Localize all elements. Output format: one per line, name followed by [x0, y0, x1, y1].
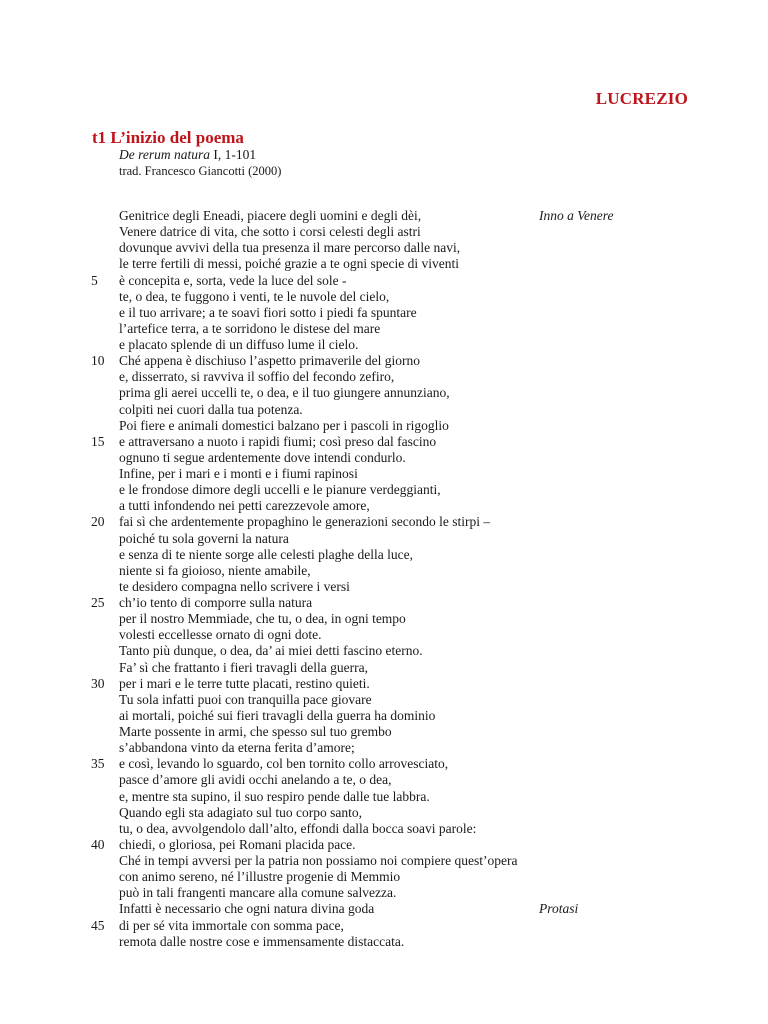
side-label-protasi: Protasi — [539, 901, 579, 917]
line-text: Infatti è necessario che ogni natura divina goda — [119, 901, 375, 917]
poem-line — [0, 643, 768, 659]
poem-line — [0, 208, 768, 224]
poem-line — [0, 595, 768, 611]
poem-line — [0, 305, 768, 321]
line-text: per il nostro Memmiade, che tu, o dea, in ogni tempo — [119, 611, 406, 627]
poem-line — [0, 547, 768, 563]
poem-line — [0, 837, 768, 853]
poem-line — [0, 240, 768, 256]
line-text: l’artefice terra, a te sorridono le distese del mare — [119, 320, 381, 336]
side-label-inno: Inno a Venere — [539, 208, 614, 223]
poem-line — [0, 805, 768, 821]
poem-line — [0, 756, 768, 772]
poem-line — [0, 869, 768, 885]
poem-line — [0, 885, 768, 901]
poem-line — [0, 627, 768, 643]
source-reference — [119, 147, 256, 163]
line-text: ai mortali, poiché sui fieri travagli della guerra ha dominio — [119, 707, 436, 723]
line-text: fai sì che ardentemente propaghino le generazioni secondo le stirpi – — [119, 514, 491, 530]
line-text: le terre fertili di messi, poiché grazie a te ogni specie di viventi — [119, 256, 459, 272]
poem-line — [0, 353, 768, 369]
poem-line — [0, 901, 768, 917]
poem-line — [0, 385, 768, 401]
poem-line — [0, 531, 768, 547]
poem-line — [0, 418, 768, 434]
poem-line — [0, 224, 768, 240]
poem-line — [0, 256, 768, 272]
poem-body — [0, 208, 768, 950]
line-text: Tanto più dunque, o dea, da’ ai miei detti fascino eterno. — [119, 643, 423, 659]
poem-line — [0, 918, 768, 934]
section-title: t1 L’inizio del poema — [92, 128, 244, 147]
poem-line — [0, 724, 768, 740]
poem-line — [0, 740, 768, 756]
line-text: Genitrice degli Eneadi, piacere degli uomini e degli dèi, — [119, 208, 422, 223]
line-number: 25 — [91, 595, 105, 610]
line-text: e il tuo arrivare; a te soavi fiori sotto i piedi fa spuntare — [119, 304, 417, 320]
line-text: per i mari e le terre tutte placati, restino quieti. — [119, 675, 370, 691]
line-text: e senza di te niente sorge alle celesti plaghe della luce, — [119, 546, 413, 562]
line-text: s’abbandona vinto da eterna ferita d’amore; — [119, 740, 355, 756]
translation-credit: trad. Francesco Giancotti (2000) — [119, 164, 282, 178]
poem-line — [0, 660, 768, 676]
poem-line — [0, 289, 768, 305]
line-text: può in tali frangenti mancare alla comune salvezza. — [119, 885, 397, 901]
line-text: remota dalle nostre cose e immensamente distaccata. — [119, 933, 405, 949]
line-text: con animo sereno, né l’illustre progenie di Memmio — [119, 869, 401, 885]
poem-line — [0, 273, 768, 289]
line-text: Marte possente in armi, che spesso sul tuo grembo — [119, 724, 392, 739]
line-text: Infine, per i mari e i monti e i fiumi rapinosi — [119, 466, 358, 481]
poem-line — [0, 450, 768, 466]
line-number: 35 — [91, 756, 105, 772]
poem-line — [0, 482, 768, 498]
line-text: Fa’ sì che frattanto i fieri travagli della guerra, — [119, 659, 369, 675]
poem-line — [0, 579, 768, 595]
line-text: e placato splende di un diffuso lume il cielo. — [119, 337, 359, 352]
poem-line — [0, 708, 768, 724]
line-text: te desidero compagna nello scrivere i versi — [119, 578, 350, 594]
line-text: e, disserrato, si ravviva il soffio del fecondo zefiro, — [119, 369, 395, 385]
line-text: Ché appena è dischiuso l’aspetto primaverile del giorno — [119, 353, 421, 369]
line-text: pasce d’amore gli avidi occhi anelando a te, o dea, — [119, 772, 392, 788]
poem-line — [0, 498, 768, 514]
line-text: prima gli aerei uccelli te, o dea, e il tuo giungere annunziano, — [119, 385, 450, 401]
line-text: Ché in tempi avversi per la patria non possiamo noi compiere quest’opera — [119, 853, 518, 868]
poem-line — [0, 692, 768, 708]
line-text: è concepita e, sorta, vede la luce del sole - — [119, 272, 347, 288]
author-heading: LUCREZIO — [595, 89, 688, 108]
line-text: e attraversano a nuoto i rapidi fiumi; così preso dal fascino — [119, 433, 437, 449]
line-number: 20 — [91, 514, 105, 530]
poem-line — [0, 789, 768, 805]
poem-line — [0, 337, 768, 353]
work-verses: I, 1-101 — [210, 147, 257, 162]
line-text: colpiti nei cuori dalla tua potenza. — [119, 401, 303, 417]
line-text: poiché tu sola governi la natura — [119, 530, 289, 546]
poem-line — [0, 772, 768, 788]
poem-line — [0, 611, 768, 627]
line-text: niente si fa gioioso, niente amabile, — [119, 562, 311, 578]
line-text: Poi fiere e animali domestici balzano per i pascoli in rigoglio — [119, 417, 449, 433]
line-text: volesti eccellesse ornato di ogni dote. — [119, 627, 322, 643]
line-number: 5 — [91, 272, 98, 288]
line-number: 40 — [91, 836, 105, 852]
line-text: te, o dea, te fuggono i venti, te le nuvole del cielo, — [119, 288, 390, 304]
line-number: 10 — [91, 353, 105, 369]
line-text: ch’io tento di comporre sulla natura — [119, 595, 313, 610]
poem-line — [0, 853, 768, 869]
poem-line — [0, 676, 768, 692]
line-number: 15 — [91, 433, 105, 449]
line-text: dovunque avvivi della tua presenza il mare percorso dalle navi, — [119, 240, 461, 256]
poem-line — [0, 369, 768, 385]
poem-line — [0, 466, 768, 482]
line-text: chiedi, o gloriosa, pei Romani placida pace. — [119, 836, 356, 852]
line-text: e così, levando lo sguardo, col ben tornito collo arrovesciato, — [119, 756, 449, 772]
line-text: Quando egli sta adagiato sul tuo corpo santo, — [119, 804, 362, 820]
line-text: Tu sola infatti puoi con tranquilla pace giovare — [119, 691, 372, 707]
poem-line — [0, 402, 768, 418]
line-text: di per sé vita immortale con somma pace, — [119, 917, 344, 933]
line-text: a tutti infondendo nei petti carezzevole amore, — [119, 498, 370, 514]
line-text: e, mentre sta supino, il suo respiro pende dalle tue labbra. — [119, 788, 430, 804]
line-text: ognuno ti segue ardentemente dove intendi condurlo. — [119, 449, 406, 465]
line-text: e le frondose dimore degli uccelli e le pianure verdeggianti, — [119, 482, 441, 498]
poem-line — [0, 934, 768, 950]
work-title: De rerum natura — [119, 147, 210, 162]
poem-line — [0, 321, 768, 337]
poem-line — [0, 821, 768, 837]
line-number: 30 — [91, 675, 105, 691]
line-text: Venere datrice di vita, che sotto i corsi celesti degli astri — [119, 224, 421, 240]
poem-line — [0, 563, 768, 579]
line-text: tu, o dea, avvolgendolo dall’alto, effondi dalla bocca soavi parole: — [119, 820, 477, 836]
poem-line — [0, 434, 768, 450]
poem-line — [0, 514, 768, 530]
line-number: 45 — [91, 917, 105, 933]
